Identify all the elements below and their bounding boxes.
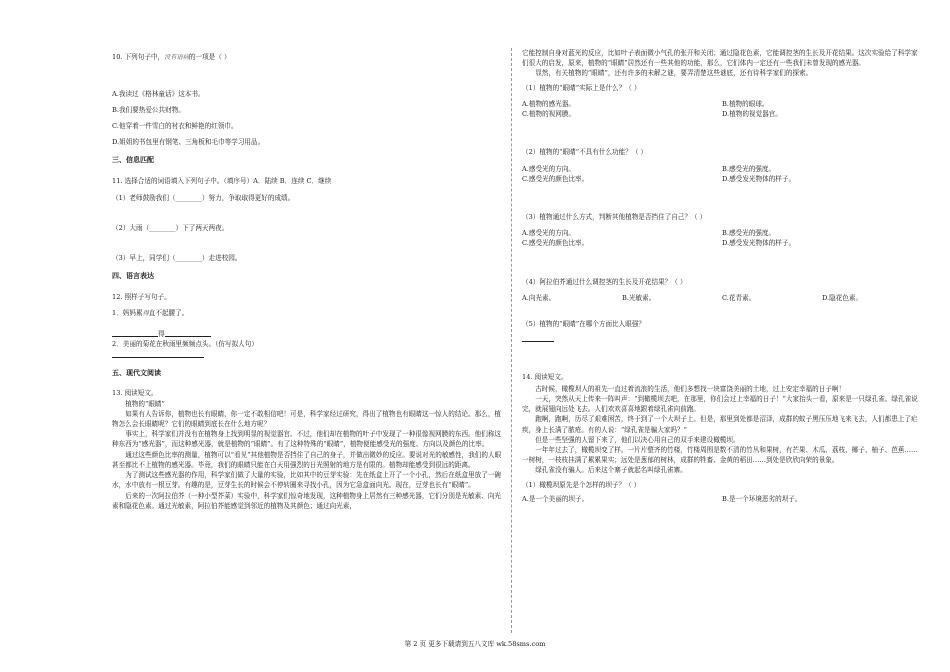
q14-sub1-option-a: A.是一个美丽的坝子。	[522, 494, 589, 503]
q12-handwritten-mark: 得	[142, 310, 149, 318]
q13-paragraph-4: 为了测试这些感光器的作用，科学家们做了大量的实验，比如其中的豆芽实验：先在纸盒上开了一个小孔，然后在纸盒里放了一碗水，水中放有一根豆芽。有趣的是，豆芽生长的时候会不停转圈来寻找小孔，因为它急盒面向光。现在，豆芽也长有“眼睛”。	[112, 471, 502, 490]
q13-sub1-option-a: A.植物的感光器。	[522, 99, 576, 108]
q13-sub4-option-b: B.光敏素。	[622, 293, 656, 302]
q13-paragraph-5: 后来的一次阿拉伯芥（一种小型芥菜）实验中，科学家们惊奇地发现，这种植物身上居然有三种感光器，它们分别是光敏素、向光素和隐花色素。通过光敏素，阿拉伯芥能感觉到邻近的植物及其颜色；通过向光素，	[112, 491, 502, 510]
q14-paragraph-6: 绿孔雀没有骗人。后来这个寨子就起名叫绿孔雀寨。	[535, 466, 687, 475]
q14-paragraph-1: 古时候，橄榄坝人的祖先一直过着流浪的生活，他们多想找一块富饶美丽的土地，过上安定幸福的日子啊！	[535, 384, 846, 393]
q13-sub3-options-row1	[522, 228, 922, 238]
q13-sub1-options-row2	[522, 109, 922, 119]
q12-blank-1a[interactable]	[112, 330, 158, 337]
q13-sub3-option-d: D.感受发光物体的样子。	[722, 239, 796, 248]
q11-item-3: （3）早上，同学们（________）走进校园。	[112, 253, 242, 262]
q13-sub1-option-d: D.植物的视觉器官。	[722, 110, 782, 119]
q14-paragraph-2: 一天，突然从天上传来一阵叫声：“到橄榄坝去吧，在那里，你们会过上幸福的日子！”大家抬头一看，原来是一只绿孔雀。绿孔雀说完，就展翅向远处飞去。人们欢欢喜喜地跟着绿孔雀向前跑。	[522, 394, 918, 414]
q13-sub2-option-a: A.感受光的方向。	[522, 164, 576, 173]
q10-option-b: B.我们要热爱公共财物。	[112, 105, 185, 114]
q11-stem: 11. 选择合适的词语填入下列句子中。（填序号）A．陆续 B．连续 C．继续	[112, 177, 332, 186]
q11-item-2: （2）大雨（________）下了两天两夜。	[112, 223, 229, 232]
q10-stem-after: 的一项是（ ）	[188, 53, 231, 61]
q12-blank-mid: 得	[158, 329, 165, 338]
q13-sub4-option-a: A.向光素。	[522, 293, 556, 302]
q14-sub1-options	[522, 494, 922, 504]
q13-sub4-options	[522, 293, 922, 303]
q10-stem-before: 10. 下列句子中，	[112, 53, 165, 61]
q13-sub1-stem: （1）植物的“眼睛”实际上是什么？（ ）	[522, 83, 641, 92]
q14-paragraph-3: 跑啊，跑啊，历尽了艰难困苦，终于到了一个大坝子上。但是，那里到处都是沼泽，成群的蚊子黑压压地飞来飞去，人们都患上了疟疾，身上长满了脓疮。有的人说：“绿孔雀是骗大家吗？”	[522, 415, 918, 434]
q13-sub3-options-row2	[522, 238, 922, 248]
q13-sub3-option-b: B.感受光的强度。	[722, 229, 776, 238]
right-column	[522, 48, 922, 504]
q13-sub5-answer-line	[522, 335, 922, 345]
q13-title: 植物的“眼睛”	[125, 399, 165, 408]
q13-sub2-option-c: C.感受光的颜色比率。	[522, 174, 589, 183]
q12-stem: 12. 照样子写句子。	[112, 293, 171, 302]
q10-option-c: C.他穿着一件雪白的衬衣和鲜艳的红领巾。	[112, 122, 238, 131]
q13-paragraph-1: 如果有人告诉你，植物也长有眼睛，你一定不敢相信吧！可是，科学家经过研究，得出了植物也有眼睛这一惊人的结论。那么，植物怎么会长眼睛呢？它们的眼睛到底长在什么地方呢？	[112, 409, 502, 429]
q13-sub4-stem: （4）阿拉伯芥通过什么调控茎的生长及开花结果？（ ）	[522, 277, 687, 286]
q13-stem: 13. 阅读短文。	[112, 389, 158, 398]
q13-sub5-blank[interactable]	[522, 335, 554, 342]
q14-stem: 14. 阅读短文。	[522, 372, 568, 381]
q13-continued-paragraph: 它能控制自身对蓝光的反应，比如叶子表面微小气孔的张开和关闭；通过隐花色素，它能调控茎的生长及开花结果。这次实验给了科学家们很大的启发，原来，植物的“眼睛”居然还有一些其他的功能，那么，它们体内一定还有一些我们未曾发现的感光器。	[522, 49, 918, 68]
q10-option-a: A.我读过《格林童话》这本书。	[112, 89, 205, 98]
q10-handwritten-note: 没有语病	[164, 54, 189, 61]
q12-answer-line-2	[112, 351, 504, 361]
q12-s1-before: 1．妈妈累	[112, 309, 143, 318]
section-3-heading: 三、信息匹配	[112, 156, 154, 165]
left-column	[112, 52, 504, 511]
q14-sub1-stem: （1）橄榄坝原先是个怎样的坝子？（ ）	[522, 480, 641, 489]
q13-sub2-option-b: B.感受光的强度。	[722, 164, 776, 173]
q12-sentence-1	[112, 308, 504, 319]
q12-sentence-2: 2．美丽的菊花在秋雨里频频点头。（仿写拟人句）	[112, 340, 258, 349]
q11-item-1: （1）老师鼓励我们（________）努力，争取取得更好的成绩。	[112, 193, 295, 202]
q13-sub2-options-row1	[522, 164, 922, 174]
q13-paragraph-2: 事实上，科学家们并没有在植物身上找到明显的视觉器官。不过，他们却在植物的叶子中发现了一种很像视网膜的东西。他们称这种东西为“感光器”，而这种感光器，就是植物的“眼睛”。有了这种特殊的“眼睛”，植物便能感受光的强度、方向以及颜色的比率。	[112, 430, 502, 449]
q13-sub2-options-row2	[522, 174, 922, 184]
q13-sub2-option-d: D.感受发光物体的样子。	[722, 174, 796, 183]
q12-s1-after: 直不起腰了。	[148, 309, 189, 318]
q10-option-d: D.姐姐的书包里有钢笔、三角板和毛巾等学习用品。	[112, 138, 265, 147]
q13-closing-paragraph: 显然，有关植物的“眼睛”，还有许多的未解之谜，要弄清楚这些谜底，还有待科学家们的探索。	[535, 69, 813, 78]
page-footer: 第 2 页 更多下载请到五八文库 wk.58sms.com	[404, 640, 546, 648]
q13-sub1-options-row1	[522, 99, 922, 109]
q13-sub3-option-c: C.感受光的颜色比率。	[522, 239, 589, 248]
q10-stem	[112, 52, 504, 63]
q13-sub4-option-c: C.花青素。	[722, 293, 756, 302]
column-divider	[511, 48, 512, 633]
section-5-heading: 五、现代文阅读	[112, 368, 161, 377]
q13-sub1-option-c: C.植物的视网膜。	[522, 110, 576, 119]
q12-blank-1b[interactable]	[165, 330, 211, 337]
q13-sub3-option-a: A.感受光的方向。	[522, 229, 576, 238]
q14-sub1-option-b: B.是一个环境恶劣的坝子。	[722, 494, 802, 503]
q13-sub5-stem: （5）植物的“眼睛”在哪个方面比人眼强？	[522, 320, 646, 329]
q13-sub3-stem: （3）植物通过什么方式，判断其他植物是否挡住了自己？（ ）	[522, 212, 707, 221]
q13-sub2-stem: （2）植物的“眼睛”不具有什么功能？（ ）	[522, 148, 648, 157]
q12-answer-line-1	[112, 329, 504, 339]
q13-sub1-option-b: B.植物的眼球。	[722, 99, 769, 108]
q14-paragraph-4: 但是一些坚强的人留下来了，他们以决心用自己的双手来建设橄榄坝。	[535, 435, 740, 444]
q12-blank-2[interactable]	[112, 351, 204, 358]
q13-paragraph-3: 通过这些颜色比率的测量，植物可以“看见”其他植物是否挡住了自己的身子，并做出微妙的反应。要说对光的敏感性，我们的人眼甚至都比不上植物的感光器。毕竟，我们的眼睛只能在白天用强烈的日光照射的地方是有限的。植物却能感受到很远的距离。	[112, 450, 502, 469]
section-4-heading: 四、语言表达	[112, 272, 154, 281]
q14-paragraph-5: 一年年过去了，橄榄坝变了样。一片片整齐的竹楼，竹楼周围是数不清的竹丛和果树，有芒果、木瓜、荔枝、椰子、柚子、芭蕉……一树树，一枝枝挂满了累累果实；远处是葱郁的树林，成群的牲畜、金黄的稻田……到处是欣欣向荣的景象。	[522, 446, 918, 465]
q13-sub4-option-d: D.隐花色素。	[822, 293, 863, 302]
